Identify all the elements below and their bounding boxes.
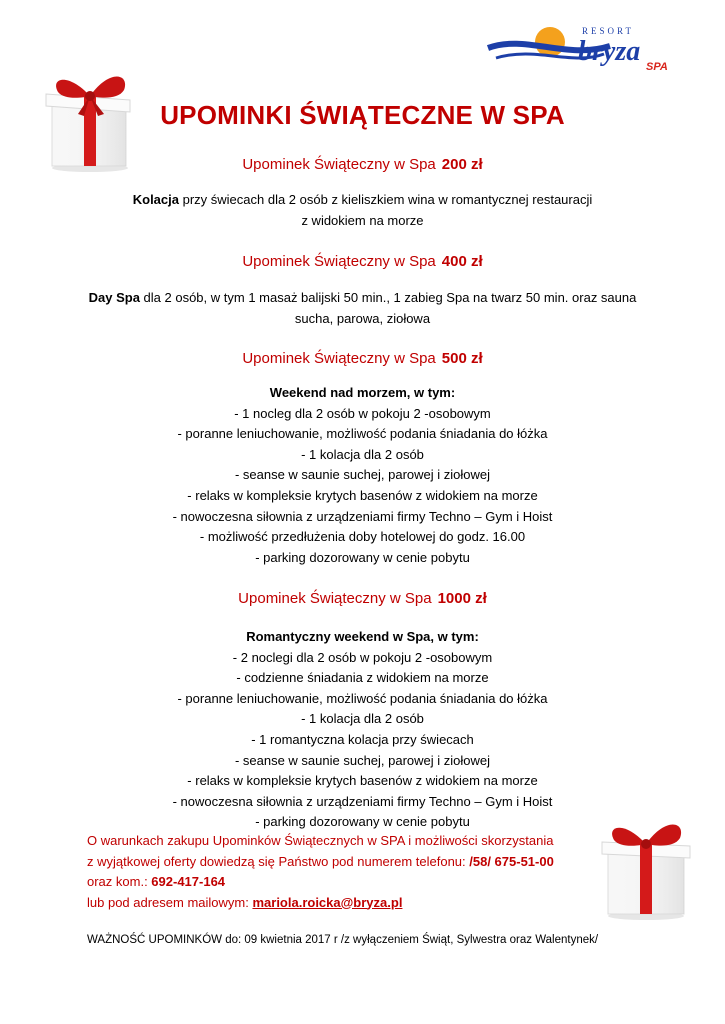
gift-box-icon: [596, 812, 692, 922]
phone-number[interactable]: /58/ 675-51-00: [469, 853, 554, 869]
list-item: - poranne leniuchowanie, możliwość podania śniadania do łóżka: [177, 426, 548, 442]
list-item: - parking dozorowany w cenie pobytu: [255, 549, 470, 565]
description-bold: Day Spa: [88, 290, 140, 305]
email-link[interactable]: mariola.roicka@bryza.pl: [252, 894, 403, 910]
list-item: - 1 kolacja dla 2 osób: [301, 711, 424, 727]
tier-label: Upominek Świąteczny w Spa: [242, 253, 436, 270]
list-item: - nowoczesna siłownia z urządzeniami firmy Techno – Gym i Hoist: [172, 793, 553, 809]
list-item: - poranne leniuchowanie, możliwość podania śniadania do łóżka: [177, 690, 548, 706]
contact-line: O warunkach zakupu Upominków Świątecznych w SPA i możliwości skorzystania: [87, 833, 554, 848]
contact-text: oraz kom.:: [87, 874, 152, 889]
tier-1000-list: [0, 627, 725, 833]
list-item: - seanse w saunie suchej, parowej i ziołowej: [234, 467, 491, 483]
validity-note: WAŻNOŚĆ UPOMINKÓW do: 09 kwietnia 2017 r /z wyłączeniem Świąt, Sylwestra oraz Walentynek/: [87, 934, 599, 946]
description-bold: Kolacja: [132, 192, 179, 207]
contact-text: z wyjątkowej oferty dowiedzą się Państwo pod numerem telefonu:: [87, 853, 470, 869]
list-header: Romantyczny weekend w Spa, w tym:: [246, 629, 479, 644]
description-text: przy świecach dla 2 osób z kieliszkiem wina w romantycznej restauracji: [178, 192, 593, 207]
list-item: - 2 noclegi dla 2 osób w pokoju 2 -osobowym: [232, 649, 493, 665]
tier-1000-heading: [0, 590, 725, 607]
contact-text: lub pod adresem mailowym:: [87, 894, 253, 910]
description-text: dla 2 osób, w tym 1 masaż balijski 50 min., 1 zabieg Spa na twarz 50 min. oraz sauna: [139, 290, 637, 305]
list-item: - parking dozorowany w cenie pobytu: [255, 814, 470, 830]
bryza-resort-logo: [486, 20, 686, 78]
description-text-line2: z widokiem na morze: [301, 213, 424, 228]
tier-price: 500 zł: [441, 350, 483, 367]
svg-text:bryza: bryza: [578, 36, 641, 67]
tier-400-description: [40, 287, 685, 329]
list-item: - 1 romantyczna kolacja przy świecach: [251, 731, 474, 747]
tier-price: 400 zł: [441, 253, 483, 270]
tier-500-list: [0, 383, 725, 568]
mobile-number[interactable]: 692-417-164: [151, 874, 226, 889]
svg-text:SPA: SPA: [646, 61, 668, 73]
tier-price: 1000 zł: [437, 590, 487, 607]
tier-label: Upominek Świąteczny w Spa: [242, 156, 436, 173]
tier-200-description: [60, 189, 665, 231]
list-item: - relaks w kompleksie krytych basenów z widokiem na morze: [187, 773, 538, 789]
list-item: - codzienne śniadania z widokiem na morze: [236, 670, 489, 686]
list-header: Weekend nad morzem, w tym:: [269, 385, 456, 400]
list-item: - relaks w kompleksie krytych basenów z widokiem na morze: [187, 487, 538, 503]
description-text-line2: sucha, parowa, ziołowa: [294, 311, 431, 326]
list-item: - 1 nocleg dla 2 osób w pokoju 2 -osobowym: [234, 405, 491, 421]
list-item: - nowoczesna siłownia z urządzeniami firmy Techno – Gym i Hoist: [172, 508, 553, 524]
list-item: - seanse w saunie suchej, parowej i ziołowej: [234, 752, 491, 768]
list-item: - 1 kolacja dla 2 osób: [301, 446, 424, 462]
tier-200-heading: [0, 156, 725, 173]
page-title: UPOMINKI ŚWIĄTECZNE W SPA: [160, 100, 565, 130]
tier-500-heading: [0, 350, 725, 367]
tier-400-heading: [0, 253, 725, 270]
list-item: - możliwość przedłużenia doby hotelowej do godz. 16.00: [199, 529, 526, 545]
tier-price: 200 zł: [441, 156, 483, 173]
svg-text:RESORT: RESORT: [582, 26, 634, 36]
tier-label: Upominek Świąteczny w Spa: [242, 350, 436, 367]
tier-label: Upominek Świąteczny w Spa: [238, 590, 432, 607]
